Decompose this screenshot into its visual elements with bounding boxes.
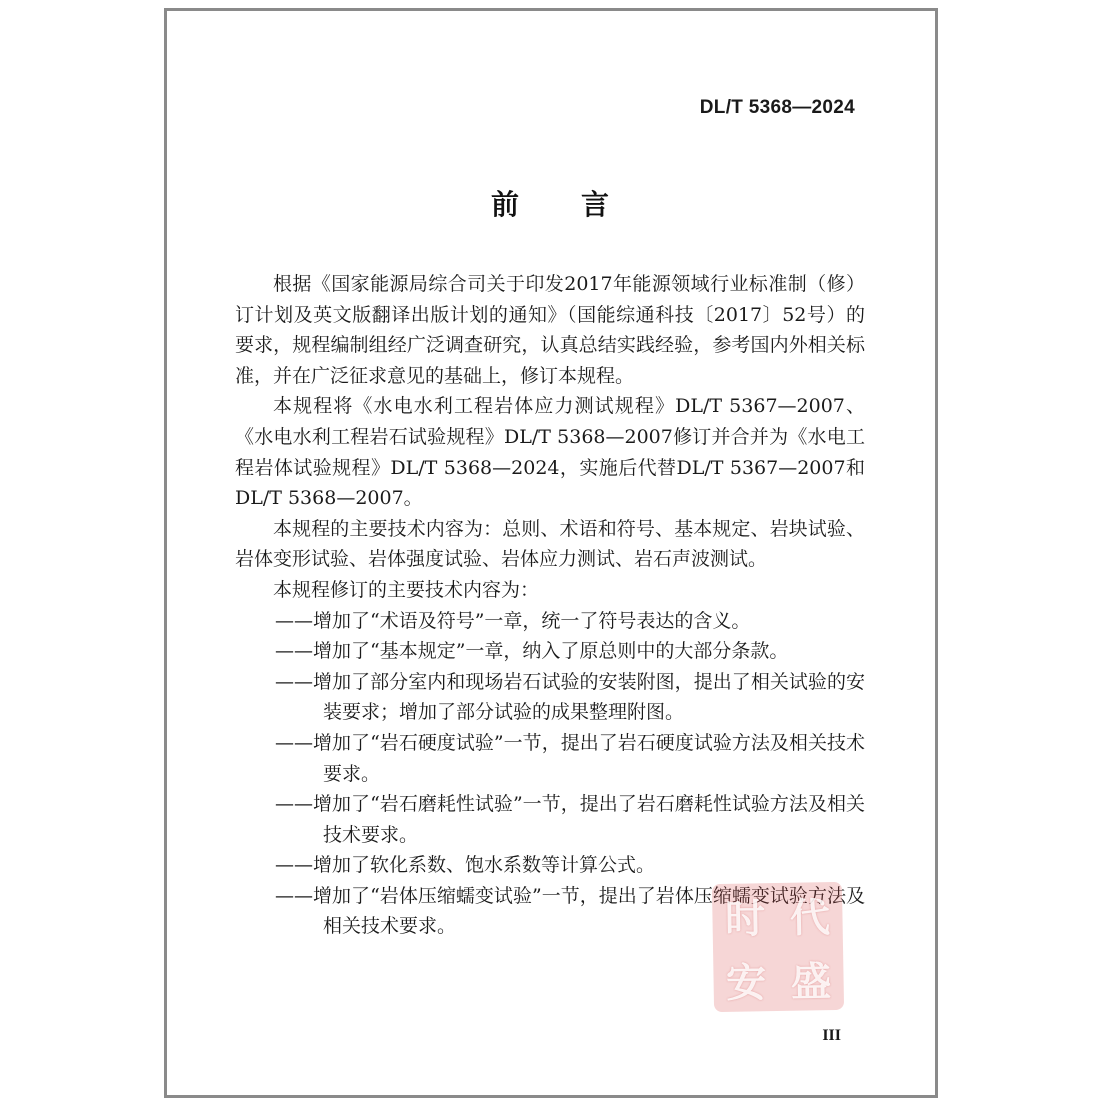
- revision-item: ——增加了“岩体压缩蠕变试验”一节，提出了岩体压缩蠕变试验方法及相关技术要求。: [275, 884, 865, 938]
- paragraph: 本规程将《水电水利工程岩体应力测试规程》DL/T 5367—2007、《水电水利工程岩石试验规程》DL/T 5368—2007修订并合并为《水电工程岩体试验规程》DL/T 5368—2024，实施后代替DL/T 5367—2007和DL/T 5368—2007。: [235, 395, 865, 510]
- page-title-right: 言: [581, 188, 612, 221]
- paragraph: 本规程修订的主要技术内容为：: [273, 578, 540, 601]
- page-number: III: [822, 1027, 841, 1044]
- revision-item: ——增加了“术语及符号”一章，统一了符号表达的含义。: [275, 609, 751, 632]
- revision-item: ——增加了部分室内和现场岩石试验的安装附图，提出了相关试验的安装要求；增加了部分试验的成果整理附图。: [275, 670, 865, 724]
- revision-item: ——增加了“岩石硬度试验”一节，提出了岩石硬度试验方法及相关技术要求。: [275, 731, 865, 785]
- watermark-seal: [712, 882, 844, 1012]
- watermark-char: 时: [724, 895, 766, 943]
- revision-item: ——增加了“岩石磨耗性试验”一节，提出了岩石磨耗性试验方法及相关技术要求。: [275, 793, 865, 846]
- paragraph: 本规程的主要技术内容为：总则、术语和符号、基本规定、岩块试验、岩体变形试验、岩体强度试验、岩体应力测试、岩石声波测试。: [235, 517, 865, 571]
- document-body: [235, 269, 865, 942]
- page-title-left: 前: [490, 188, 521, 221]
- standard-code: DL/T 5368—2024: [699, 97, 855, 118]
- watermark-char: 代: [789, 894, 831, 942]
- page-title: [167, 183, 935, 223]
- watermark-char: 安: [725, 959, 767, 1007]
- paragraph: 根据《国家能源局综合司关于印发2017年能源领域行业标准制（修）订计划及英文版翻译出版计划的通知》（国能综通科技〔2017〕52号）的要求，规程编制组经广泛调查研究，认真总结实践经验，参考国内外相关标准，并在广泛征求意见的基础上，修订本规程。: [235, 273, 865, 387]
- watermark-char: 盛: [790, 958, 832, 1006]
- document-page: [164, 8, 938, 1098]
- revision-item: ——增加了软化系数、饱水系数等计算公式。: [275, 854, 656, 877]
- revision-item: ——增加了“基本规定”一章，纳入了原总则中的大部分条款。: [275, 640, 789, 663]
